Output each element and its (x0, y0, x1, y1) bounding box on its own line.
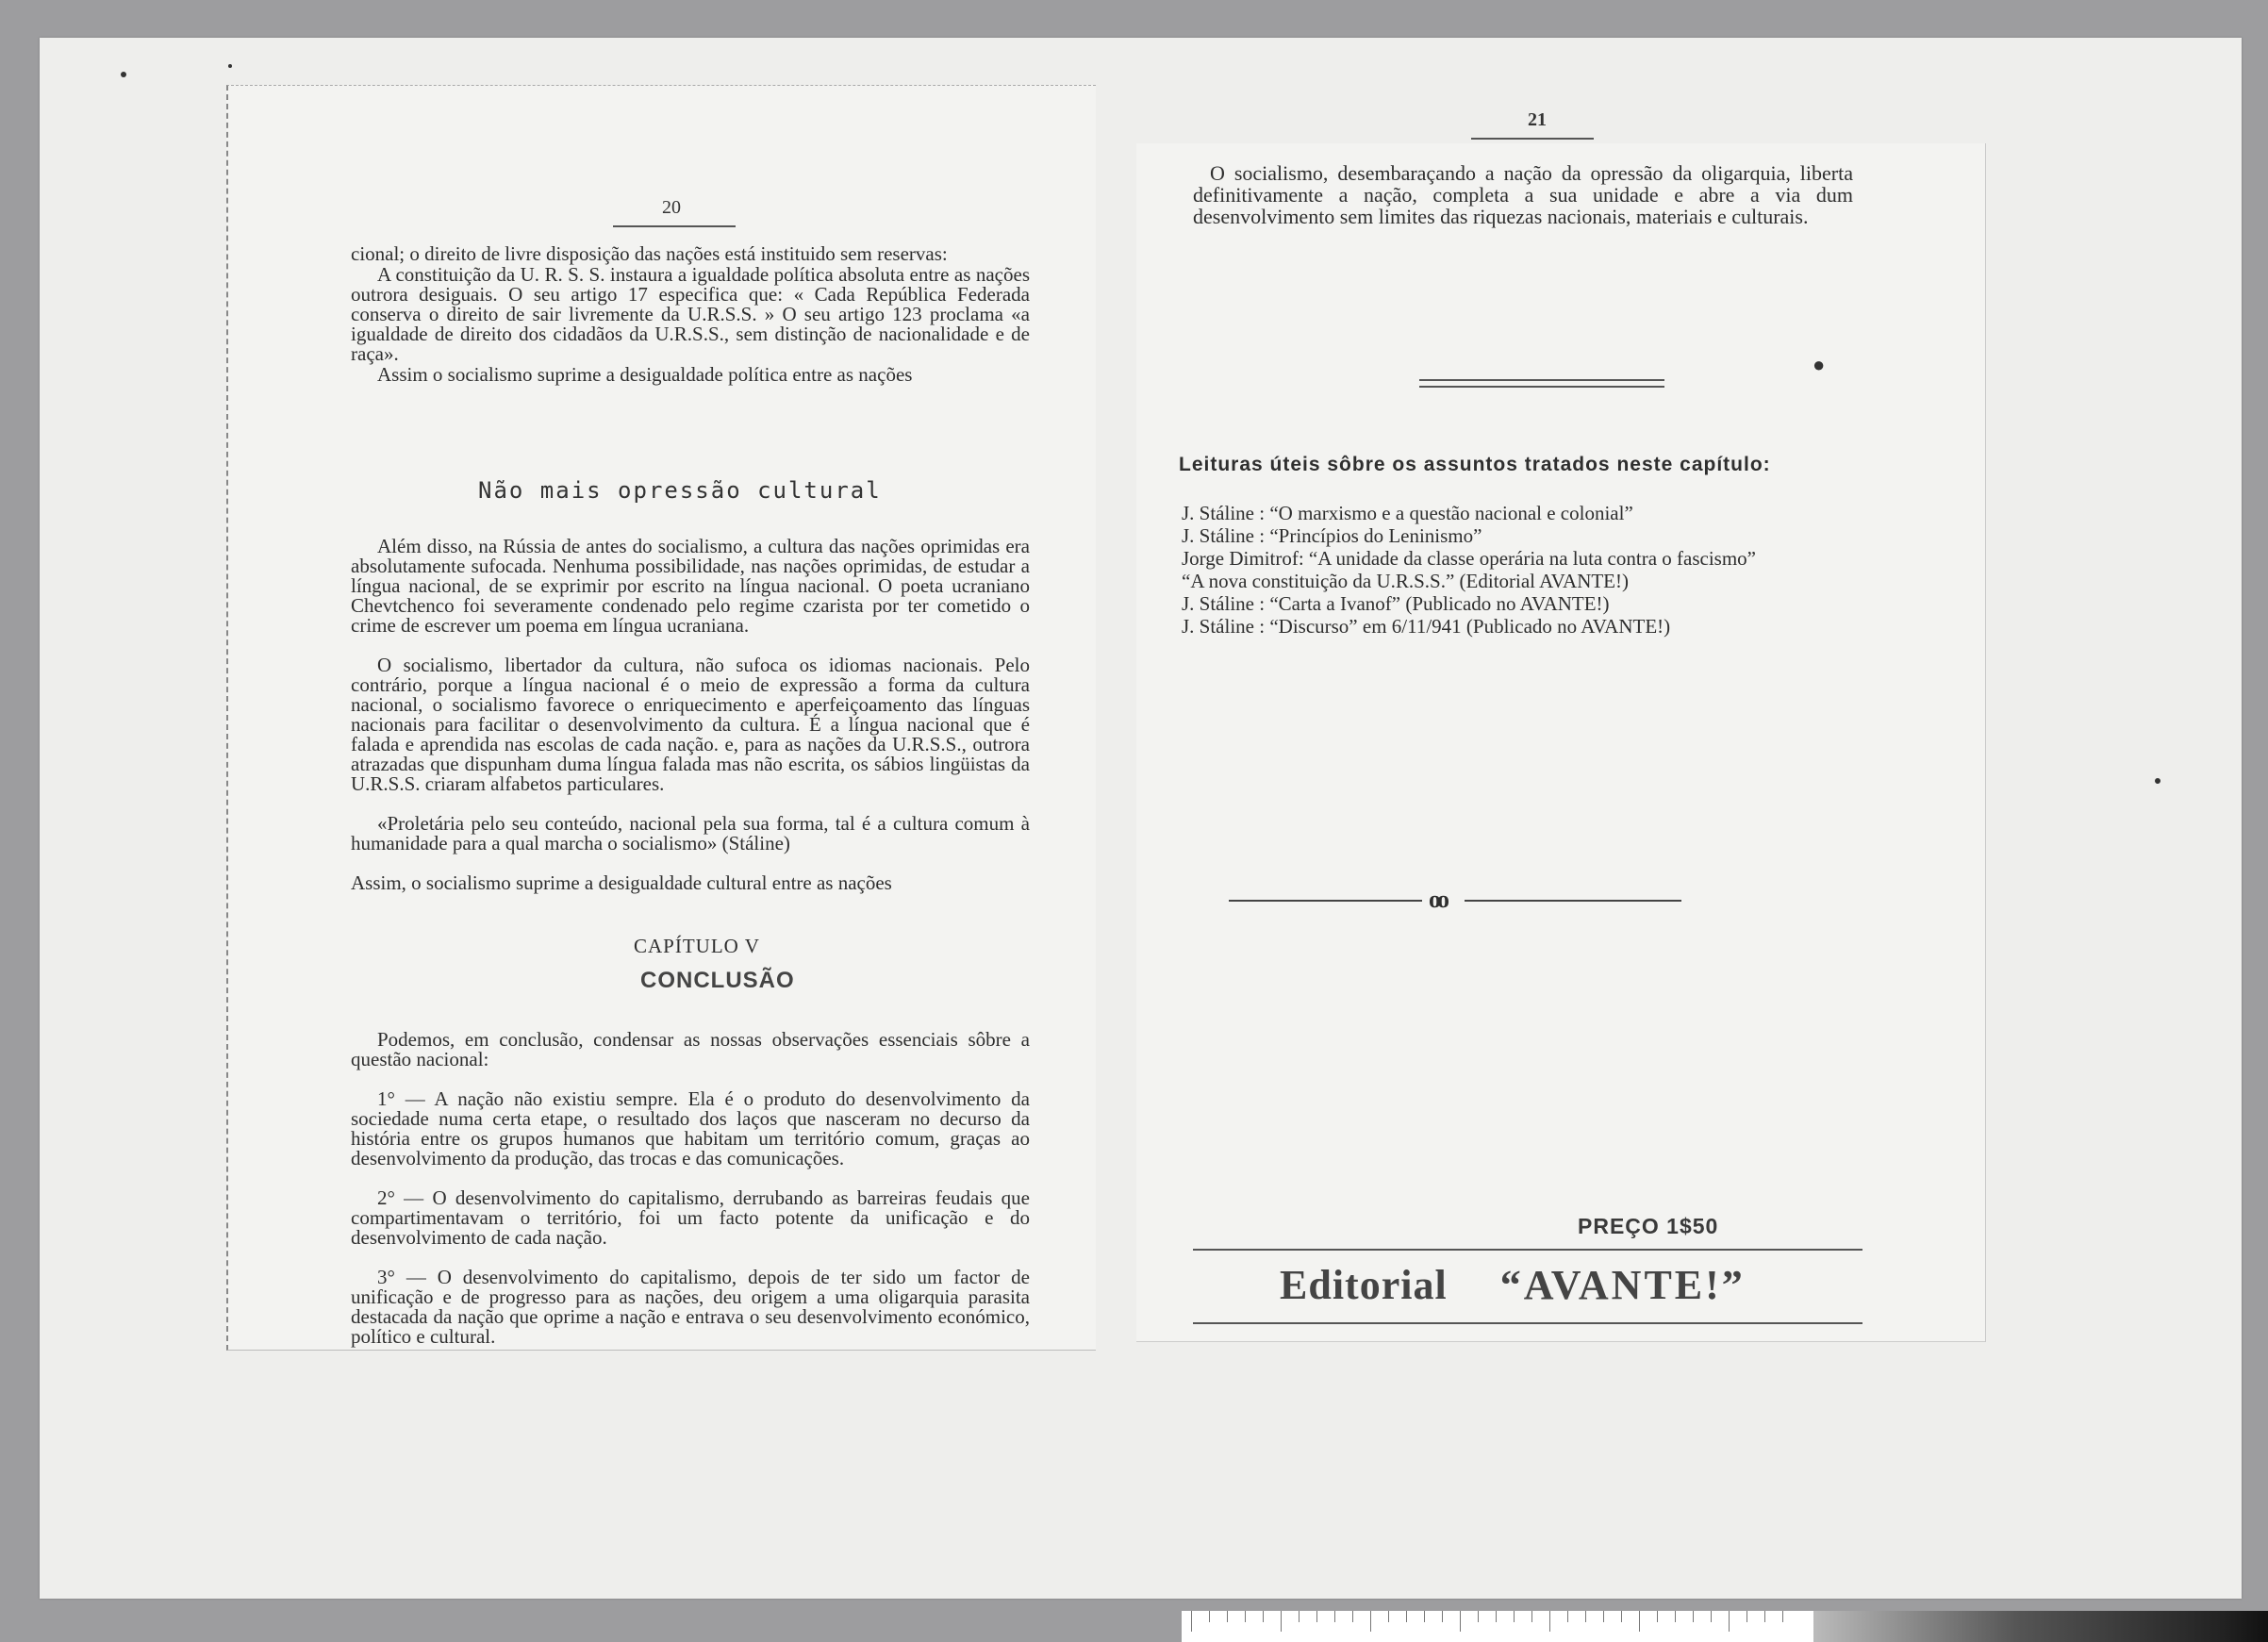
dust-speck (121, 72, 126, 77)
page-number-rule (1471, 138, 1594, 140)
left-page (226, 85, 1096, 1351)
scale-tick (1424, 1611, 1425, 1622)
scale-tick (1245, 1611, 1246, 1622)
scale-tick (1227, 1611, 1228, 1622)
publisher-title: “AVANTE!” (1499, 1262, 1746, 1308)
paragraph: 2° — O desenvolvimento do capitalismo, derrubando as barreiras feudais que compartimentavam o território, foi um facto potente da unificação e do desenvolvimento de cada nação. (351, 1186, 1030, 1249)
list-item: Jorge Dimitrof: “A unidade da classe operária na luta contra o fascismo” (1182, 547, 1756, 570)
list-item: J. Stáline : “Discurso” em 6/11/941 (Publicado no AVANTE!) (1182, 615, 1671, 638)
scale-tick (1460, 1611, 1461, 1632)
scale-tick (1549, 1611, 1550, 1632)
paragraph: Além disso, na Rússia de antes do socialismo, a cultura das nações oprimidas era absolutamente sufocada. Nenhuma possibilidade, nas nações oprimidas, de estudar a língua nacional, de se exprimir por escrito na língua nacional. O poeta ucraniano Chevtchenco foi severamente condenado pelo regime czarista por ter cometido o crime de escrever um poema em língua ucraniana. (351, 535, 1030, 637)
list-item: J. Stáline : “Princípios do Leninismo” (1182, 524, 1482, 547)
scale-tick (1442, 1611, 1443, 1622)
intro-text (351, 244, 1030, 386)
scale-tick (1531, 1611, 1532, 1622)
paragraph: Assim, o socialismo suprime a desigualdade cultural entre as nações (351, 871, 892, 894)
scale-tick (1764, 1611, 1765, 1622)
imprint-rule-bottom (1193, 1322, 1862, 1324)
scale-tick (1406, 1611, 1407, 1622)
divider-line (1229, 900, 1422, 902)
divider-line (1465, 900, 1681, 902)
scale-tick (1675, 1611, 1676, 1622)
dust-speck (228, 64, 232, 68)
grey-gradient (1813, 1611, 2268, 1642)
scale-tick (1621, 1611, 1622, 1622)
chapter-label: CAPÍTULO V (634, 935, 760, 957)
paragraph: cional; o direito de livre disposição das nações está instituido sem reservas: (351, 242, 948, 265)
page-number: 21 (1528, 109, 1547, 130)
scale-tick (1299, 1611, 1300, 1622)
list-item: “A nova constituição da U.R.S.S.” (Editorial AVANTE!) (1182, 570, 1629, 592)
paragraph: Assim o socialismo suprime a desigualdade política entre as nações (377, 363, 913, 386)
scale-tick (1567, 1611, 1568, 1622)
scale-tick (1334, 1611, 1335, 1622)
scale-tick (1657, 1611, 1658, 1622)
paragraph: A constituição da U. R. S. S. instaura a igualdade política absoluta entre as nações outrora desiguais. O seu artigo 17 especifica que: « Cada República Federada conserva o direito de sair livremente da U.R.S.S. » O seu artigo 123 proclama «a igualdade de direito dos cidadãos da U.R.S.S., sem distinção de nacionalidade e de raça». (351, 263, 1030, 365)
right-page (1136, 109, 1986, 1342)
scale-tick (1585, 1611, 1586, 1622)
list-item: J. Stáline : “O marxismo e a questão nacional e colonial” (1182, 502, 1633, 524)
paragraph: 1° — A nação não existiu sempre. Ela é o produto do desenvolvimento da sociedade numa certa etape, o resultado dos laços que nasceram no decurso da história entre os grupos humanos que habitam um território comum, graças ao desenvolvimento da produção, das trocas e das comunicações. (351, 1087, 1030, 1169)
ornament-glyph: oo (1429, 886, 1446, 913)
scale-tick (1693, 1611, 1694, 1622)
paragraph: «Proletária pelo seu conteúdo, nacional pela sua forma, tal é a cultura comum à humanidade para a qual marcha o socialismo» (Stáline) (351, 812, 1030, 854)
conclusion-text (351, 1010, 1030, 1367)
readings-list (1182, 502, 1861, 638)
scale-tick (1209, 1611, 1210, 1622)
grey-scale-strip (1182, 1611, 2268, 1642)
page-number-rule (613, 225, 736, 227)
scale-tick (1711, 1611, 1712, 1622)
scale-tick (1639, 1611, 1640, 1632)
scale-tick (1352, 1611, 1353, 1622)
list-item: J. Stáline : “Carta a Ivanof” (Publicado no AVANTE!) (1182, 592, 1610, 615)
section-divider (1419, 379, 1664, 388)
scale-tick (1782, 1611, 1783, 1622)
cultural-section-text (351, 517, 1030, 913)
intro-paragraph: O socialismo, desembaraçando a nação da opressão da oligarquia, liberta definitivamente a nação, completa a sua unidade e abre a via dum desenvolvimento sem limites das riquezas nacionais, materiais e culturais. (1193, 161, 1853, 228)
paragraph: Podemos, em conclusão, condensar as nossas observações essenciais sôbre a questão nacional: (351, 1028, 1030, 1070)
scale-tick (1478, 1611, 1479, 1622)
paragraph: O socialismo, libertador da cultura, não sufoca os idiomas nacionais. Pelo contrário, porque a língua nacional é o meio de expressão a forma da cultura nacional, o socialismo favorece o enriquecimento e aperfeiçoamento das línguas nacionais para facilitar o desenvolvimento da cultura. É a língua nacional que é falada e aprendida nas escolas de cada nação. e, para as nações da U.R.S.S., outrora atrazadas que dispunham duma língua falada mas não escrita, os sábios lingüistas da U.R.S.S. criaram alfabetos particulares. (351, 654, 1030, 795)
scale-tick (1496, 1611, 1497, 1622)
price-label: PREÇO 1$50 (1578, 1214, 1719, 1238)
dust-speck (2155, 778, 2160, 784)
scale-tick (1514, 1611, 1515, 1622)
photo-sheet (40, 38, 2242, 1599)
scale-tick (1263, 1611, 1264, 1622)
scale-tick (1729, 1611, 1730, 1632)
section-heading: Não mais opressão cultural (478, 477, 882, 504)
chapter-title: CONCLUSÃO (640, 968, 795, 993)
scale-tick (1603, 1611, 1604, 1622)
printer-mark: ● (1813, 353, 1826, 376)
scale-tick (1316, 1611, 1317, 1622)
readings-heading: Leituras úteis sôbre os assuntos tratados neste capítulo: (1179, 454, 1771, 475)
publisher-imprint (1280, 1261, 1746, 1309)
paragraph: 3° — O desenvolvimento do capitalismo, depois de ter sido um factor de unificação e de progresso para as nações, deu origem a uma oligarquia parasita destacada da nação que oprime a nação e entrava o seu desenvolvimento económico, político e cultural. (351, 1266, 1030, 1348)
publisher-name: Editorial (1280, 1262, 1448, 1308)
imprint-rule-top (1193, 1249, 1862, 1251)
ornamental-divider (1229, 886, 1681, 913)
scale-tick (1370, 1611, 1371, 1632)
scale-tick (1191, 1611, 1192, 1632)
scale-tick (1388, 1611, 1389, 1622)
scale-tick (1281, 1611, 1282, 1632)
page-number: 20 (662, 197, 681, 218)
